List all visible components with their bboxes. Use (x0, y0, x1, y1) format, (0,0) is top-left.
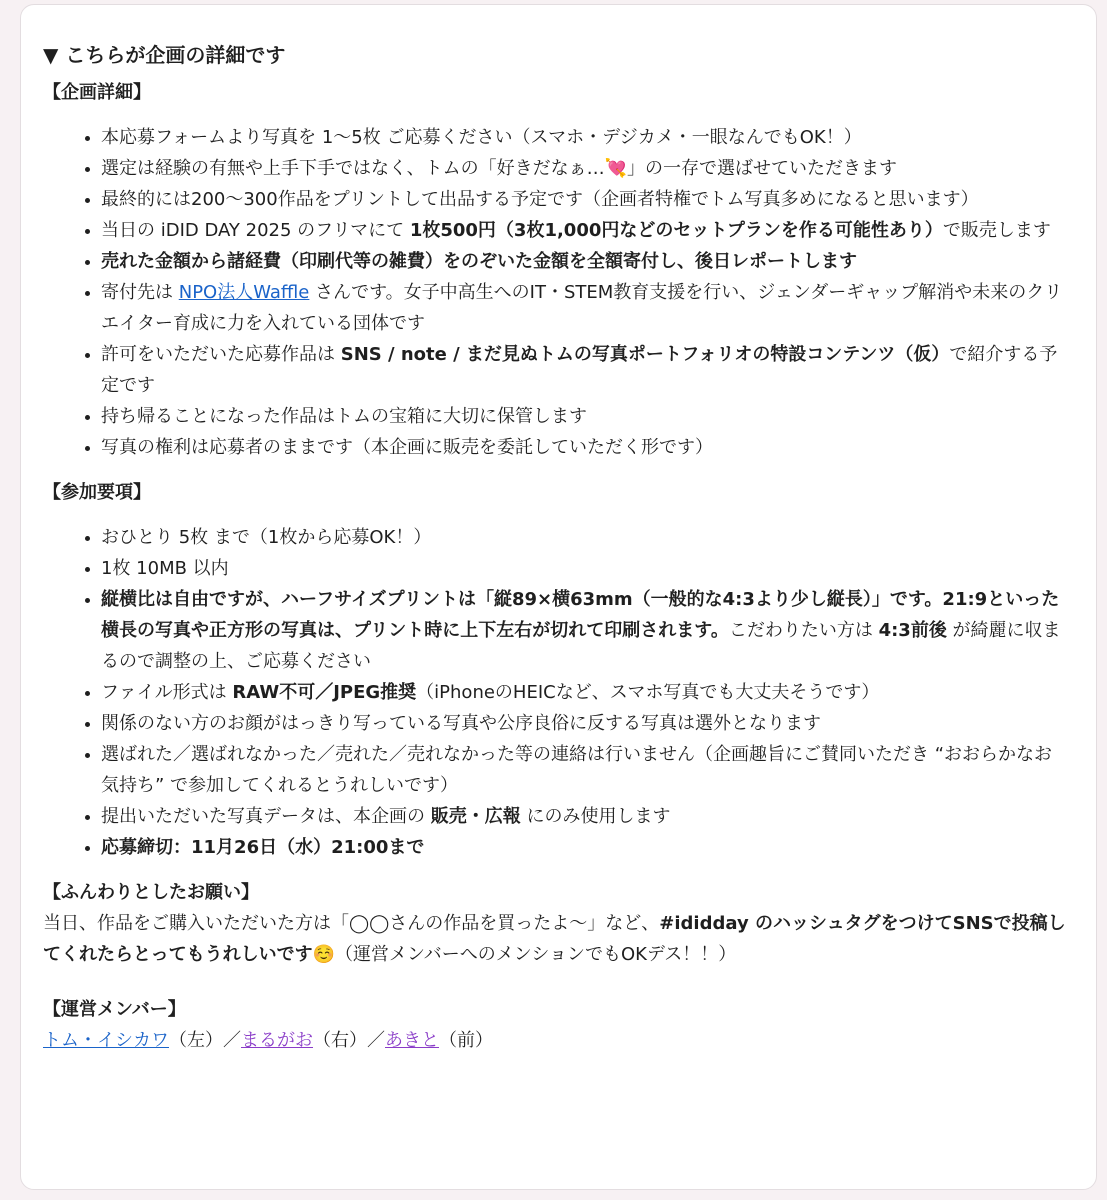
list-item: • おひとり 5枚 まで（1枚から応募OK！） (101, 522, 1096, 553)
bold-text: 縦横比は自由ですが、ハーフサイズプリントは「縦89×横63mm（一般的な4:3より少し縦長）」です。21:9といった横長の写真や正方形の写真は、プリント時に上下左右が切れて印刷されます。 (101, 589, 1060, 641)
text: （iPhoneのHEICなど、スマホ写真でも大丈夫そうです） (416, 682, 880, 703)
list-item (101, 677, 1096, 708)
bold-text: 4:3前後 (878, 620, 947, 641)
bold-text: 1枚500円（3枚1,000円などのセットプランを作る可能性あり） (409, 220, 943, 241)
bold-text: SNS / note / まだ見ぬトムの写真ポートフォリオの特設コンテンツ（仮） (340, 344, 950, 365)
list-item: • 本応募フォームより写真を 1〜5枚 ご応募ください（スマホ・デジカメ・一眼なんでもOK！） (101, 122, 1096, 153)
list-item: • 1枚 10MB 以内 (101, 553, 1096, 584)
section-title-request: 【ふんわりとしたお願い】 (43, 882, 259, 903)
list-item (101, 584, 1096, 677)
list-item: • 関係のない方のお顔がはっきり写っている写真や公序良俗に反する写真は選外となります (101, 708, 1096, 739)
list-item: • 選定は経験の有無や上手下手ではなく、トムの「好きだなぁ…💘」の一存で選ばせていただきます (101, 153, 1096, 184)
text: が綺麗に収まるので調整の上、ご応募ください (101, 620, 1061, 672)
bold-text: RAW不可／JPEG推奨 (232, 682, 417, 703)
text: （右）／ (313, 1030, 385, 1051)
text: ファイル形式は (101, 682, 233, 703)
section-title-details: 【企画詳細】 (43, 82, 151, 103)
member-link-akito[interactable]: あきと (385, 1030, 439, 1051)
waffle-link[interactable]: NPO法人Waffle (178, 282, 310, 303)
section-title-members: 【運営メンバー】 (43, 999, 186, 1020)
list-item: • 最終的には200〜300作品をプリントして出品する予定です（企画者特権でトム写真多めになると思います） (101, 184, 1096, 215)
section-title-requirements: 【参加要項】 (43, 482, 151, 503)
list-item: • 持ち帰ることになった作品はトムの宝箱に大切に保管します (101, 401, 1096, 432)
text: （前） (439, 1030, 493, 1051)
list-item: • 写真の権利は応募者のままです（本企画に販売を委託していただく形です） (101, 432, 1096, 463)
text: にのみ使用します (520, 806, 671, 827)
details-summary-toggle[interactable]: ▼ こちらが企画の詳細です (43, 43, 286, 67)
text: こだわりたい方は (728, 620, 879, 641)
list-item: • 売れた金額から諸経費（印刷代等の雑費）をのぞいた金額を全額寄付し、後日レポートします (101, 246, 1096, 277)
details-card (20, 4, 1097, 1190)
text: で紹介する予定です (101, 344, 1058, 396)
requirements-list (43, 522, 1096, 863)
text: 寄付先は (101, 282, 179, 303)
list-item (101, 801, 1096, 832)
list-item (101, 339, 1096, 401)
list-item (101, 215, 1096, 246)
details-list (43, 122, 1096, 463)
text: 当日、作品をご購入いただいた方は「◯◯さんの作品を買ったよ〜」など、 (43, 913, 660, 934)
text: ☺️（運営メンバーへのメンションでもOKデス！！） (312, 944, 737, 965)
list-item (101, 277, 1096, 339)
bold-text: 販売・広報 (430, 806, 521, 827)
request-paragraph (43, 908, 1096, 970)
text: さんです。女子中高生へのIT・STEM教育支援を行い、ジェンダーギャップ解消や未来のクリエイター育成に力を入れている団体です (101, 282, 1063, 334)
members-line (43, 1025, 1096, 1056)
list-item: • 選ばれた／選ばれなかった／売れた／売れなかった等の連絡は行いません（企画趣旨にご賛同いただき “おおらかなお気持ち” で参加してくれるとうれしいです） (101, 739, 1096, 801)
text: （左）／ (169, 1030, 241, 1051)
member-link-tom[interactable]: トム・イシカワ (43, 1030, 169, 1051)
member-link-marugao[interactable]: まるがお (241, 1030, 313, 1051)
text: 提出いただいた写真データは、本企画の (101, 806, 431, 827)
text: で販売します (942, 220, 1051, 241)
list-item: • 応募締切：11月26日（水）21:00まで (101, 832, 1096, 863)
text: 許可をいただいた応募作品は (101, 344, 341, 365)
text: 当日の iDID DAY 2025 のフリマにて (101, 220, 410, 241)
bold-text: #ididday のハッシュタグをつけてSNSで投稿してくれたらとってもうれしいです (43, 913, 1066, 965)
